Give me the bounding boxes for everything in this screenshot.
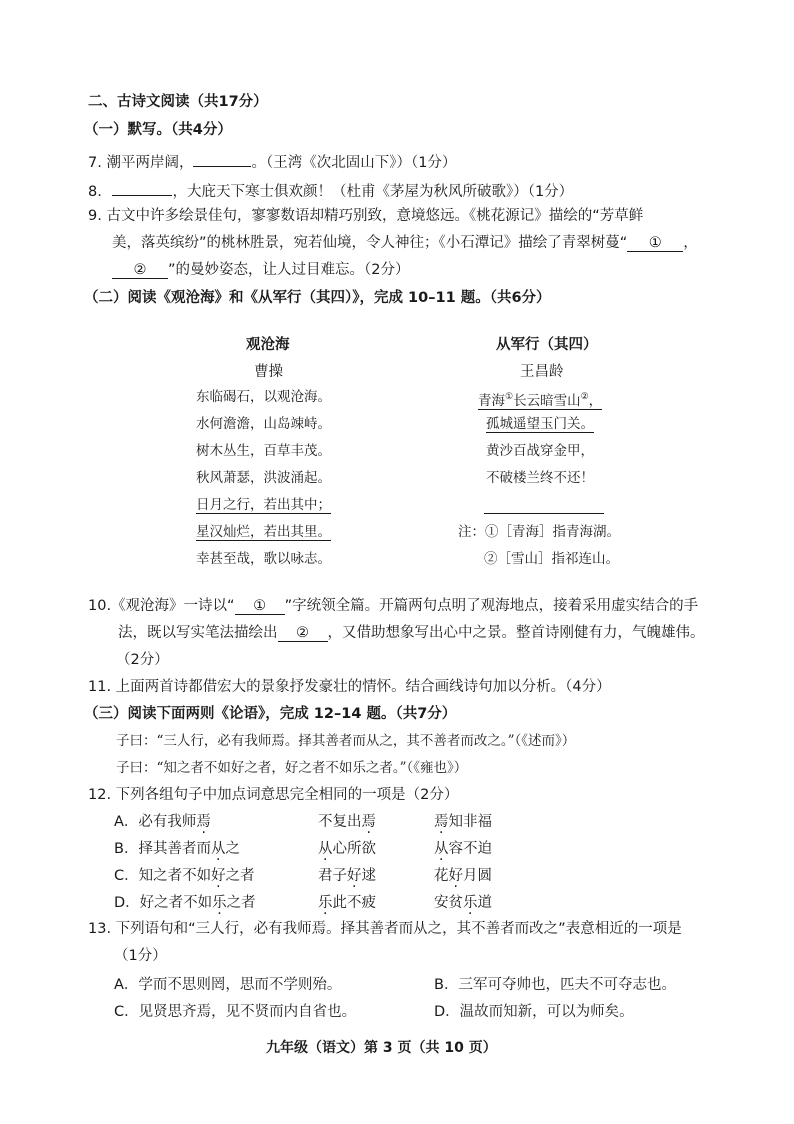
question-13 xyxy=(88,919,682,939)
dotted-word: 好 xyxy=(347,868,362,884)
q12-option-d-col2: 乐此不疲 xyxy=(318,895,376,911)
poem2-line-2-underlined xyxy=(486,414,594,434)
q7-prefix: 潮平两岸阔， xyxy=(106,155,194,171)
part3-heading: （三）阅读下面两则《论语》，完成 12–14 题。（共7分） xyxy=(84,706,457,722)
poem1-line-7: 幸甚至哉，歌以咏志。 xyxy=(196,551,331,567)
q9-number: 9. xyxy=(88,208,102,224)
q10-text-2: ”字统领全篇。开篇两句点明了观海地点，接着采用虚实结合的手 xyxy=(284,598,699,614)
q9-text-2: 美，落英缤纷”的桃林胜景，宛若仙境，令人神往；《小石潭记》描绘了青翠树蔓“ xyxy=(112,235,628,251)
poem1-line-3: 树木丛生，百草丰茂。 xyxy=(196,443,331,459)
q12-option-a-col2: 不复出焉 xyxy=(318,814,376,830)
q7-suffix: 。（王湾《次北固山下》）（1分） xyxy=(251,155,457,171)
q9-blank-2[interactable]: ② xyxy=(112,260,168,279)
q13-number: 13. xyxy=(88,921,112,937)
q9-blank-1[interactable]: ① xyxy=(627,233,683,252)
q13-option-c[interactable]: C．见贤思齐焉，见不贤而内自省也。 xyxy=(114,1004,357,1020)
q10-text-1: 《观沧海》一诗以“ xyxy=(111,598,235,614)
question-9-line2 xyxy=(112,233,698,253)
poem2-line1-c: ， xyxy=(588,393,603,409)
poem2-note-2: ②［雪山］指祁连山。 xyxy=(484,551,619,567)
dotted-word: 从 xyxy=(434,841,449,857)
dotted-word: 好 xyxy=(448,868,463,884)
poem1-line-6-text: 星汉灿烂，若出其里。 xyxy=(196,524,331,540)
poem2-note-mark-2: ② xyxy=(580,392,589,402)
q8-answer-blank[interactable] xyxy=(112,177,172,196)
q13-stem: 下列语句和“三人行，必有我师焉。择其善者而从之，其不善者而改之”表意相近的一项是 xyxy=(115,921,682,937)
dotted-word: 从 xyxy=(318,841,333,857)
q10-score: （2分） xyxy=(116,652,169,668)
poem2-line-2-text: 孤城遥望玉门关。 xyxy=(486,416,594,432)
q7-answer-blank[interactable] xyxy=(193,148,251,167)
poem2-line1-b: 长云暗雪山 xyxy=(513,393,581,409)
q9-text-3: ”的曼妙姿态，让人过目难忘。（2分） xyxy=(168,262,410,278)
q12-option-b-col2: 从心所欲 xyxy=(318,841,376,857)
q13-option-b[interactable]: B．三军可夺帅也，匹夫不可夺志也。 xyxy=(434,977,676,993)
q7-number: 7. xyxy=(88,155,102,171)
q9-text-1: 古文中许多绘景佳句，寥寥数语却精巧别致，意境悠远。《桃花源记》描绘的“芳草鲜 xyxy=(106,208,644,224)
question-11 xyxy=(88,677,611,697)
q12-stem: 下列各组句子中加点词意思完全相同的一项是（2分） xyxy=(115,787,459,803)
poem2-line1-a: 青海 xyxy=(478,393,505,409)
poem1-line-2: 水何澹澹，山岛竦峙。 xyxy=(196,416,331,432)
question-8 xyxy=(88,177,573,202)
question-12 xyxy=(88,785,458,805)
poem2-line-3: 黄沙百战穿金甲， xyxy=(486,443,594,459)
q12-number: 12. xyxy=(88,787,112,803)
q12-option-c-col2: 君子好逑 xyxy=(318,868,376,884)
q8-number: 8. xyxy=(88,184,102,200)
q12-option-b-col1[interactable]: B．择其善者而从之 xyxy=(114,841,240,857)
q8-suffix: ，大庇天下寒士俱欢颜！（杜甫《茅屋为秋风所破歌》）（1分） xyxy=(172,184,574,200)
q12-option-d-col1[interactable]: D．好之者不如乐之者 xyxy=(114,895,256,911)
section-title: 二、古诗文阅读（共17分） xyxy=(88,94,268,110)
poem1-line-5-text: 日月之行，若出其中； xyxy=(196,497,331,513)
dotted-word: 焉 xyxy=(361,814,376,830)
poem1-line-4: 秋风萧瑟，洪波涌起。 xyxy=(196,470,331,486)
q13-option-a[interactable]: A．学而不思则罔，思而不学则殆。 xyxy=(114,977,342,993)
q10-text-3: 法，既以写实笔法描绘出 xyxy=(118,625,278,641)
q12-option-c-col3: 花好月圆 xyxy=(434,868,492,884)
poem1-line-1: 东临碣石，以观沧海。 xyxy=(196,389,331,405)
poem2-title: 从军行（其四） xyxy=(496,337,598,353)
part1-heading: （一）默写。（共4分） xyxy=(84,122,232,138)
q12-option-b-col3: 从容不迫 xyxy=(434,841,492,857)
dotted-word: 好 xyxy=(211,868,226,884)
q11-number: 11. xyxy=(88,679,112,695)
poem1-title: 观沧海 xyxy=(246,337,290,353)
q12-option-d-col3: 安贫乐道 xyxy=(434,895,492,911)
question-10-line2 xyxy=(118,623,705,643)
notes-divider xyxy=(484,513,604,514)
dotted-word: 乐 xyxy=(463,895,478,911)
q13-option-d[interactable]: D．温故而知新，可以为师矣。 xyxy=(434,1004,634,1020)
q10-text-4: ，又借助想象写出心中之景。整首诗刚健有力，气魄雄伟。 xyxy=(327,625,705,641)
q12-option-a-col1[interactable]: A．必有我师焉 xyxy=(114,814,211,830)
poem2-note-mark-1: ① xyxy=(505,392,514,402)
q12-option-a-col3: 焉知非福 xyxy=(434,814,492,830)
q11-text: 上面两首诗都借宏大的景象抒发豪壮的情怀。结合画线诗句加以分析。（4分） xyxy=(115,679,611,695)
poem1-line-6-underlined xyxy=(196,522,331,542)
q13-score: （1分） xyxy=(114,948,167,964)
q10-number: 10. xyxy=(88,598,112,614)
q9-comma: ， xyxy=(683,235,698,251)
poem1-line-5-underlined xyxy=(196,495,331,515)
q10-blank-2[interactable]: ② xyxy=(278,623,328,642)
dotted-word: 焉 xyxy=(196,814,211,830)
page-footer: 九年级（语文）第 3 页（共 10 页） xyxy=(266,1040,497,1056)
dotted-word: 从 xyxy=(210,841,226,857)
poem2-note-1: 注：①［青海］指青海湖。 xyxy=(458,524,620,540)
question-9-line1 xyxy=(88,206,643,226)
poem2-author: 王昌龄 xyxy=(520,364,564,380)
question-10-line1 xyxy=(88,596,698,616)
dotted-word: 乐 xyxy=(212,895,227,911)
analects-quote-2: 子曰：“知之者不如好之者，好之者不如乐之者。”（《雍也》） xyxy=(116,760,468,776)
poem1-author: 曹操 xyxy=(254,364,283,380)
dotted-word: 焉 xyxy=(434,814,449,830)
question-7 xyxy=(88,148,456,173)
q12-option-c-col1[interactable]: C．知之者不如好之者 xyxy=(114,868,255,884)
analects-quote-1: 子曰：“三人行，必有我师焉。择其善者而从之，其不善者而改之。”（《述而》） xyxy=(116,733,576,749)
part2-heading: （二）阅读《观沧海》和《从军行（其四）》，完成 10–11 题。（共6分） xyxy=(84,290,551,306)
poem2-line-4: 不破楼兰终不还！ xyxy=(486,470,594,486)
poem2-line-1-underlined xyxy=(478,387,602,411)
question-9-line3 xyxy=(112,260,410,280)
q10-blank-1[interactable]: ① xyxy=(235,596,285,615)
dotted-word: 乐 xyxy=(318,895,333,911)
